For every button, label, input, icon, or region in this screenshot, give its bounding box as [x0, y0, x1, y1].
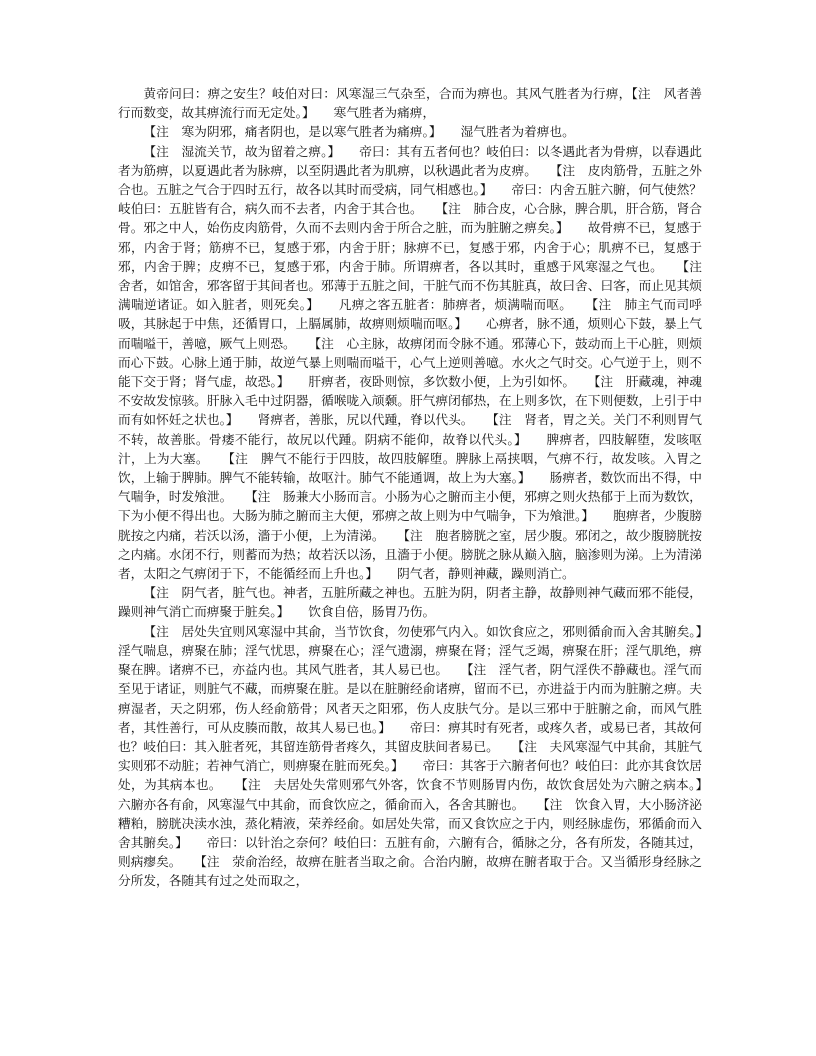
- paragraph-5: 【注 居处失宜则风寒湿中其俞，当节饮食，勿使邪气内入。如饮食应之，邪则循俞而入舍其腑矣。】 淫气喘息，痹聚在肺；淫气忧思，痹聚在心；淫气遗溺，痹聚在肾；淫气乏竭，痹聚在肝；淫气肌绝，痹聚在脾。诸痹不已，亦益内也。其风气胜者，其人易已也。 【注 淫气者，阴气淫佚不静藏也。淫气而至见于诸证，则脏气不藏，而痹聚在脏。是以在脏腑经俞诸痹，留而不已，亦进益于内而为脏腑之痹。夫痹湿者，天之阴邪，伤人经俞筋骨；风者天之阳邪，伤人皮肤气分。是以三邪中于脏腑之俞，而风气胜者，其性善行，可从皮腠而散，故其人易已也。】 帝曰：痹其时有死者，或疼久者，或易已者，其故何也？岐伯曰：其入脏者死，其留连筋骨者疼久，其留皮肤间者易已。 【注 夫风寒湿气中其俞，其脏气实则邪不动脏；若神气消亡，则痹聚在脏而死矣。】 帝曰：其客于六腑者何也？岐伯曰：此亦其食饮居处，为其病本也。 【注 夫居处失常则邪气外客，饮食不节则肠胃内伤，故饮食居处为六腑之病本。】 六腑亦各有俞，风寒湿气中其俞，而食饮应之，循俞而入，各舍其腑也。 【注 饮食入胃，大小肠济泌糟粕，膀胱决渎水浊，蒸化精液，荣养经俞。如居处失常，而又食饮应之于内，则经脉虚伤，邪循俞而入舍其腑矣。】 帝曰：以针治之奈何？岐伯曰：五脏有俞，六腑有合，循脉之分，各有所发，各随其过，则病瘳矣。 【注 荥俞治经，故痹在脏者当取之俞。合治内腑，故痹在腑者取于合。又当循形身经脉之分所发，各随其有过之处而取之，: [118, 623, 728, 889]
- paragraph-2: 【注 寒为阴邪，痛者阴也，是以寒气胜者为痛痹。】 湿气胜者为着痹也。: [143, 124, 575, 140]
- paragraph-3: 【注 湿流关节，故为留着之痹。】 帝曰：其有五者何也？岐伯曰：以冬遇此者为骨痹，以春遇此者为筋痹，以夏遇此者为脉痹，以至阴遇此者为肌痹，以秋遇此者为皮痹。 【注 皮肉筋骨，五脏之外合也。五脏之气合于四时五行，故各以其时而受病，同气相感也。】 帝曰：内舍五脏六腑，何气使然？岐伯曰：五脏皆有合，病久而不去者，内舍于其合也。 【注 肺合皮，心合脉，脾合肌，肝合筋，肾合骨。邪之中人，始伤皮肉筋骨，久而不去则内舍于所合之脏，而为脏腑之痹矣。】 故骨痹不已，复感于邪，内舍于肾；筋痹不已，复感于邪，内舍于肝；脉痹不已，复感于邪，内舍于心；肌痹不已，复感于邪，内舍于脾；皮痹不已，复感于邪，内舍于肺。所谓痹者，各以其时，重感于风寒湿之气也。 【注 舍者，如馆舍，邪客留于其间者也。邪薄于五脏之间，干脏气而不伤其脏真，故曰舍、曰客，而止见其烦满喘逆诸证。如入脏者，则死矣。】 凡痹之客五脏者：肺痹者，烦满喘而呕。 【注 肺主气而司呼吸，其脉起于中焦，还循胃口，上膈属肺，故痹则烦喘而呕。】 心痹者，脉不通，烦则心下鼓，暴上气而喘嗌干，善噫，厥气上则恐。 【注 心主脉，故痹闭而令脉不通。邪薄心下，鼓动而上干心脏，则烦而心下鼓。心脉上通于肺，故逆气暴上则喘而嗌干，心气上逆则善噫。水火之气时交。心气逆于上，则不能下交于肾；肾气虚，故恐。】 肝痹者，夜卧则惊，多饮数小便，上为引如怀。 【注 肝藏魂，神魂不安故发惊骇。肝脉入毛中过阴器，循喉咙入颃颡。肝气痹闭郁热，在上则多饮，在下则便数，上引于中而有如怀妊之状也。】 肾痹者，善胀，尻以代踵，脊以代头。 【注 肾者，胃之关。关门不利则胃气不转，故善胀。骨痿不能行，故尻以代踵。阴病不能仰，故脊以代头。】 脾痹者，四肢解堕，发咳呕汁，上为大塞。 【注 脾气不能行于四肢，故四肢解堕。脾脉上鬲挟咽，气痹不行，故发咳。入胃之饮，上输于脾肺。脾气不能转输，故呕汁。肺气不能通调，故上为大塞。】 肠痹者，数饮而出不得，中气喘争，时发飧泄。 【注 肠兼大小肠而言。小肠为心之腑而主小便，邪痹之则火热郁于上而为数饮，下为小便不得出也。大肠为肺之腑而主大便，邪痹之故上则为中气喘争，下为飧泄。】 胞痹者，少腹膀胱按之内痛，若沃以汤，濇于小便，上为清涕。 【注 胞者膀胱之室，居少腹。邪闭之，故少腹膀胱按之内痛。水闭不行，则蓄而为热；故若沃以汤，且濇于小便。膀胱之脉从巅入脑，脑渗则为涕。上为清涕者，太阳之气痹闭于下，不能循经而上升也。】 阴气者，静则神藏，躁则消亡。: [118, 143, 715, 582]
- paragraph-4: 【注 阴气者，脏气也。神者，五脏所藏之神也。五脏为阴，阴者主静，故静则神气藏而邪不能侵，躁则神气消亡而痹聚于脏矣。】 饮食自倍，肠胃乃伤。: [118, 585, 702, 620]
- paragraph-1: 黄帝问曰：痹之安生？岐伯对曰：风寒湿三气杂至，合而为痹也。其风气胜者为行痹，【注 风者善行而数变，故其痹流行而无定处。】 寒气胜者为痛痹，: [118, 86, 702, 121]
- document-page: [118, 84, 728, 891]
